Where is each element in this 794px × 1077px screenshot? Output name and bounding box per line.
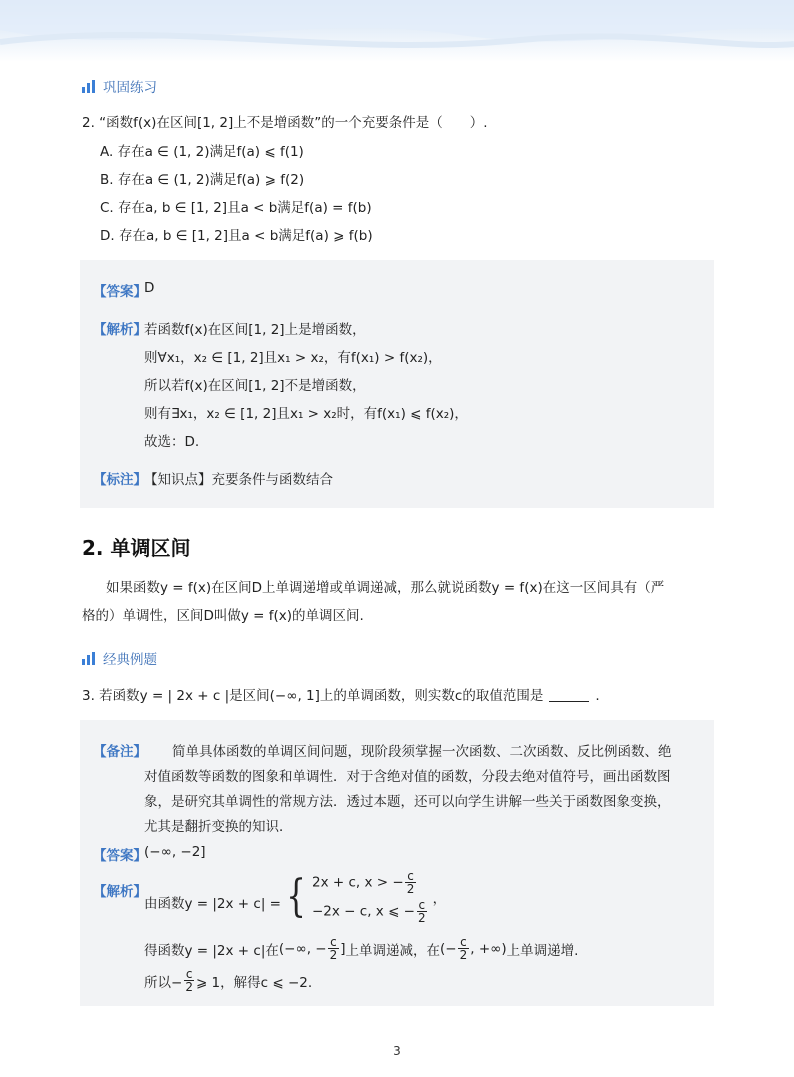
remark-line: 尤其是翻折变换的知识． — [144, 819, 293, 835]
fraction: $\frac{c}{2}$ — [185, 967, 193, 994]
remark-line: 象，是研究其单调性的常规方法．透过本题，还可以向学生讲解一些关于函数图象变换， — [144, 794, 671, 810]
analysis-line: 所以若f(x)在区间[1, 2]不是增函数， — [144, 378, 366, 394]
option-b: B. 存在a ∈ (1, 2)满足f(a) ⩾ f(2) — [100, 172, 305, 188]
option-c: C. 存在a, b ∈ [1, 2]且a < b满足f(a) = f(b) — [100, 200, 372, 216]
section-title-monotonic-interval: 2. 单调区间 — [82, 536, 191, 560]
remark-tag: 【备注】 — [93, 744, 147, 760]
analysis-tag: 【解析】 — [93, 322, 147, 338]
analysis-conclusion-line: 所以− $\frac{c}{2}$ ⩾ 1，解得c ⩽ −2. — [144, 967, 313, 994]
case-2: −2x − c, x ⩽ − $\frac{c}{2}$ — [312, 898, 426, 925]
answer-value: D — [144, 280, 155, 296]
answer-tag: 【答案】 — [93, 848, 147, 864]
analysis-line: 若函数f(x)在区间[1, 2]上是增函数， — [144, 322, 366, 338]
remark-line: 简单具体函数的单调区间问题，现阶段须掌握一次函数、二次函数、反比例函数、绝 — [172, 744, 672, 760]
option-d: D. 存在a, b ∈ [1, 2]且a < b满足f(a) ⩾ f(b) — [100, 228, 373, 244]
note-tag: 【标注】 — [93, 472, 147, 488]
question-3-end: . — [595, 688, 600, 704]
section-heading-label: 巩固练习 — [103, 80, 157, 96]
solution-panel-q3 — [80, 720, 714, 1006]
fraction: $\frac{c}{2}$ — [406, 869, 415, 896]
option-a: A. 存在a ∈ (1, 2)满足f(a) ⩽ f(1) — [100, 144, 304, 160]
remark-line: 对值函数等函数的图象和单调性．对于含绝对值的函数，分段去绝对值符号，画出函数图 — [144, 769, 671, 785]
fraction: $\frac{c}{2}$ — [459, 935, 468, 962]
question-3-text: 3. 若函数y = | 2x + c |是区间(−∞, 1]上的单调函数，则实数c的取值范围是 — [82, 688, 544, 704]
question-3 — [82, 684, 600, 704]
piecewise-lead: 由函数y = |2x + c| = — [144, 896, 281, 912]
bar-chart-icon — [82, 652, 95, 665]
left-brace-icon: { — [286, 871, 306, 922]
bar-chart-icon — [82, 80, 95, 93]
page-number: 3 — [393, 1044, 401, 1058]
answer-blank — [549, 701, 589, 702]
header-wave-decoration — [0, 0, 794, 62]
definition-paragraph-line2: 格的）单调性，区间D叫做y = f(x)的单调区间. — [82, 608, 364, 624]
answer-tag: 【答案】 — [93, 284, 147, 300]
fraction: $\frac{c}{2}$ — [329, 935, 338, 962]
section-heading-practice — [82, 76, 157, 96]
definition-paragraph-line1: 如果函数y = f(x)在区间D上单调递增或单调递减，那么就说函数y = f(x)在这一区间具有（严 — [106, 580, 665, 596]
section-heading-label: 经典例题 — [103, 652, 157, 668]
piecewise-function — [282, 870, 446, 924]
answer-value: (−∞, −2] — [144, 844, 206, 860]
note-text: 【知识点】充要条件与函数结合 — [144, 472, 333, 488]
analysis-monotonic-line: 得函数y = |2x + c|在 (−∞, − $\frac{c}{2}$ ] 上单调递减，在 (− $\frac{c}{2}$ , +∞) 上单调递增. — [144, 935, 579, 962]
analysis-line: 故选：D. — [144, 434, 200, 450]
analysis-line: 则∀x₁，x₂ ∈ [1, 2]且x₁ > x₂，有f(x₁) > f(x₂)， — [144, 350, 442, 366]
trailing-comma: ， — [432, 891, 447, 907]
piecewise-cases — [312, 870, 429, 924]
question-2: 2. “函数f(x)在区间[1, 2]上不是增函数”的一个充要条件是（ ）. — [82, 115, 488, 131]
section-heading-examples — [82, 648, 157, 668]
fraction: $\frac{c}{2}$ — [417, 898, 426, 925]
analysis-line: 则有∃x₁，x₂ ∈ [1, 2]且x₁ > x₂时，有f(x₁) ⩽ f(x₂)， — [144, 406, 468, 422]
case-1: 2x + c, x > − $\frac{c}{2}$ — [312, 869, 415, 896]
analysis-tag: 【解析】 — [93, 884, 147, 900]
solution-panel-q2 — [80, 260, 714, 508]
